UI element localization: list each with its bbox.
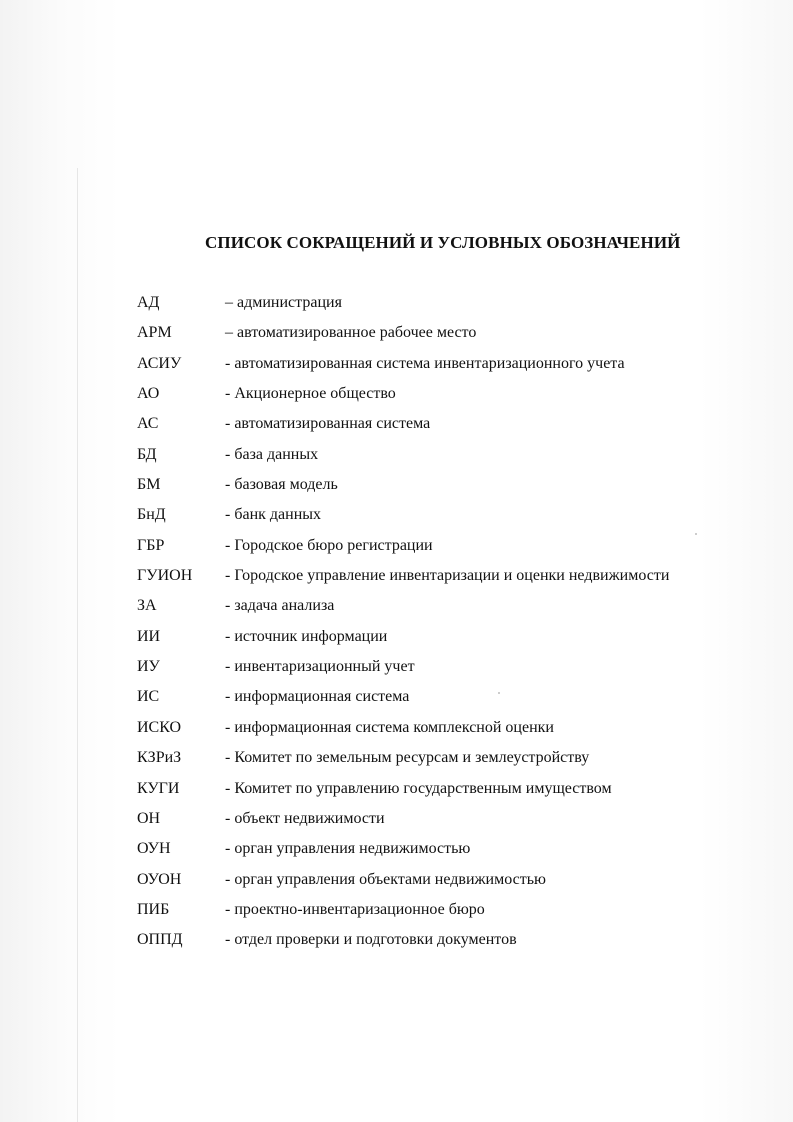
abbreviation-row (137, 778, 737, 808)
abbreviation-definition: - базовая модель (225, 476, 338, 494)
abbreviation-term: ОН (137, 809, 161, 827)
abbreviation-definition: - Комитет по земельным ресурсам и землеустройству (225, 749, 590, 767)
abbreviation-term: ИС (137, 688, 160, 706)
abbreviation-row (137, 686, 737, 716)
abbreviation-definition: - автоматизированная система (225, 415, 431, 433)
abbreviation-term: БМ (137, 476, 161, 494)
abbreviation-term: ЗА (137, 597, 157, 615)
abbreviation-term: АСИУ (137, 354, 182, 372)
abbreviation-definition: - Комитет по управлению государственным имуществом (225, 779, 612, 797)
abbreviation-definition: - инвентаризационный учет (225, 658, 415, 676)
abbreviation-definition: - банк данных (225, 506, 322, 524)
abbreviation-row (137, 322, 737, 352)
abbreviation-definition: - орган управления недвижимостью (225, 840, 471, 858)
abbreviation-row (137, 747, 737, 777)
abbreviation-definition: - задача анализа (225, 597, 335, 615)
abbreviation-term: ИУ (137, 658, 160, 676)
abbreviation-definition: - база данных (225, 445, 319, 463)
abbreviation-row (137, 808, 737, 838)
abbreviation-term: БД (137, 445, 157, 463)
abbreviation-term: АО (137, 385, 160, 403)
abbreviation-row (137, 474, 737, 504)
abbreviation-term: ОУН (137, 840, 171, 858)
abbreviation-row (137, 535, 737, 565)
abbreviation-definition: – автоматизированное рабочее место (225, 324, 477, 342)
abbreviation-row (137, 353, 737, 383)
abbreviation-row (137, 626, 737, 656)
abbreviation-row (137, 929, 737, 959)
abbreviation-definition: - Городское бюро регистрации (225, 536, 433, 554)
abbreviation-term: АД (137, 294, 160, 311)
abbreviation-list (137, 292, 737, 960)
abbreviation-term: ПИБ (137, 900, 170, 918)
abbreviation-term: ГБР (137, 536, 165, 554)
page-edge-shadow (77, 168, 78, 1122)
abbreviation-term: КУГИ (137, 779, 180, 797)
abbreviation-definition: - Акционерное общество (225, 385, 396, 403)
abbreviation-definition: - информационная система комплексной оценки (225, 718, 554, 736)
abbreviation-term: АРМ (137, 324, 172, 342)
abbreviation-row (137, 504, 737, 534)
abbreviation-row (137, 899, 737, 929)
abbreviation-term: ГУИОН (137, 567, 193, 585)
abbreviation-row (137, 292, 737, 322)
abbreviation-definition: - информационная система (225, 688, 410, 706)
abbreviation-row (137, 838, 737, 868)
abbreviation-row (137, 656, 737, 686)
abbreviation-definition: - источник информации (225, 627, 388, 645)
abbreviation-term: БнД (137, 506, 166, 524)
abbreviation-definition: - объект недвижимости (225, 809, 385, 827)
abbreviation-definition: – администрация (225, 294, 342, 311)
abbreviation-row (137, 444, 737, 474)
abbreviation-definition: - Городское управление инвентаризации и оценки недвижимости (225, 567, 670, 585)
abbreviation-term: ОППД (137, 931, 183, 949)
abbreviation-term: ИСКО (137, 718, 182, 736)
abbreviation-definition: - орган управления объектами недвижимостью (225, 870, 546, 888)
abbreviation-row (137, 565, 737, 595)
abbreviation-definition: - отдел проверки и подготовки документов (225, 931, 517, 949)
page-title: СПИСОК СОКРАЩЕНИЙ И УСЛОВНЫХ ОБОЗНАЧЕНИЙ (205, 233, 681, 253)
abbreviation-row (137, 717, 737, 747)
abbreviation-definition: - автоматизированная система инвентаризационного учета (225, 354, 625, 372)
abbreviation-row (137, 595, 737, 625)
abbreviation-row (137, 383, 737, 413)
abbreviation-term: ОУОН (137, 870, 182, 888)
abbreviation-row (137, 413, 737, 443)
abbreviation-definition: - проектно-инвентаризационное бюро (225, 900, 485, 918)
abbreviation-row (137, 869, 737, 899)
abbreviation-term: КЗРиЗ (137, 749, 182, 767)
abbreviation-term: АС (137, 415, 159, 433)
abbreviation-term: ИИ (137, 627, 161, 645)
